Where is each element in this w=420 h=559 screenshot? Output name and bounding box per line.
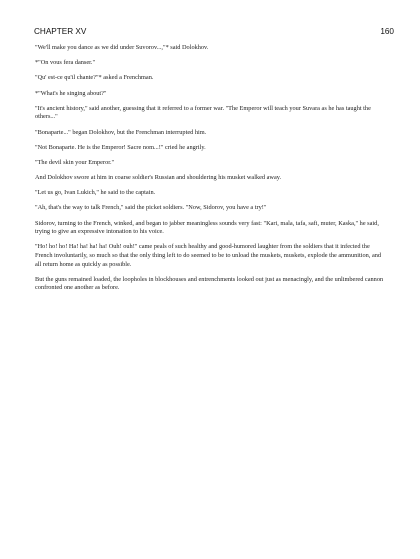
paragraph: "The devil skin your Emperor." <box>35 158 115 166</box>
paragraph: "We'll make you dance as we did under Suvorov...,"* said Dolokhov. <box>35 44 209 51</box>
paragraph: "Bonaparte..." began Dolokhov, but the Frenchman interrupted him. <box>35 128 207 136</box>
paragraph: "Qu' est-ce qu'il chante?"* asked a Frenchman. <box>35 74 154 82</box>
paragraph: "Not Bonaparte. He is the Emperor! Sacre nom...!" cried he angrily. <box>35 143 206 151</box>
paragraph: "Ah, that's the way to talk French," said the picket soldiers. "Now, Sidorov, you have a try!" <box>35 204 267 212</box>
footnote: *"What's he singing about?" <box>35 89 107 97</box>
page-number: 160 <box>380 27 394 36</box>
paragraph: "Let us go, Ivan Lukich," he said to the captain. <box>35 189 156 197</box>
body-text <box>35 44 387 300</box>
paragraph: Sidorov, turning to the French, winked, and began to jabber meaningless sounds very fast: "Kari, mala, tafa, safi, muter, Kaska," he said, trying to give an expressive intonation to his voice. <box>35 219 379 236</box>
footnote: *"On vous fera danser." <box>35 59 96 67</box>
chapter-title: CHAPTER XV <box>34 27 87 36</box>
paragraph: And Dolokhov swore at him in coarse soldier's Russian and shouldering his musket walked away. <box>35 174 282 182</box>
paragraph: But the guns remained loaded, the loopholes in blockhouses and entrenchments looked out just as menacingly, and the unlimbered cannon confronted one another as before. <box>35 275 384 292</box>
paragraph: "Ho! ho! ho! Ha! ha! ha! ha! Ouh! ouh!" came peals of such healthy and good-humored laughter from the soldiers that it infected the French involuntarily, so much so that the only thing left to do seemed to be to unload the muskets, muskets, explode the ammunition, and all return home as quickly as possible. <box>35 243 382 268</box>
paragraph: "It's ancient history," said another, guessing that it referred to a former war. "The Emperor will teach your Suvara as he has taught the others..." <box>35 104 371 121</box>
page-header <box>34 27 394 39</box>
